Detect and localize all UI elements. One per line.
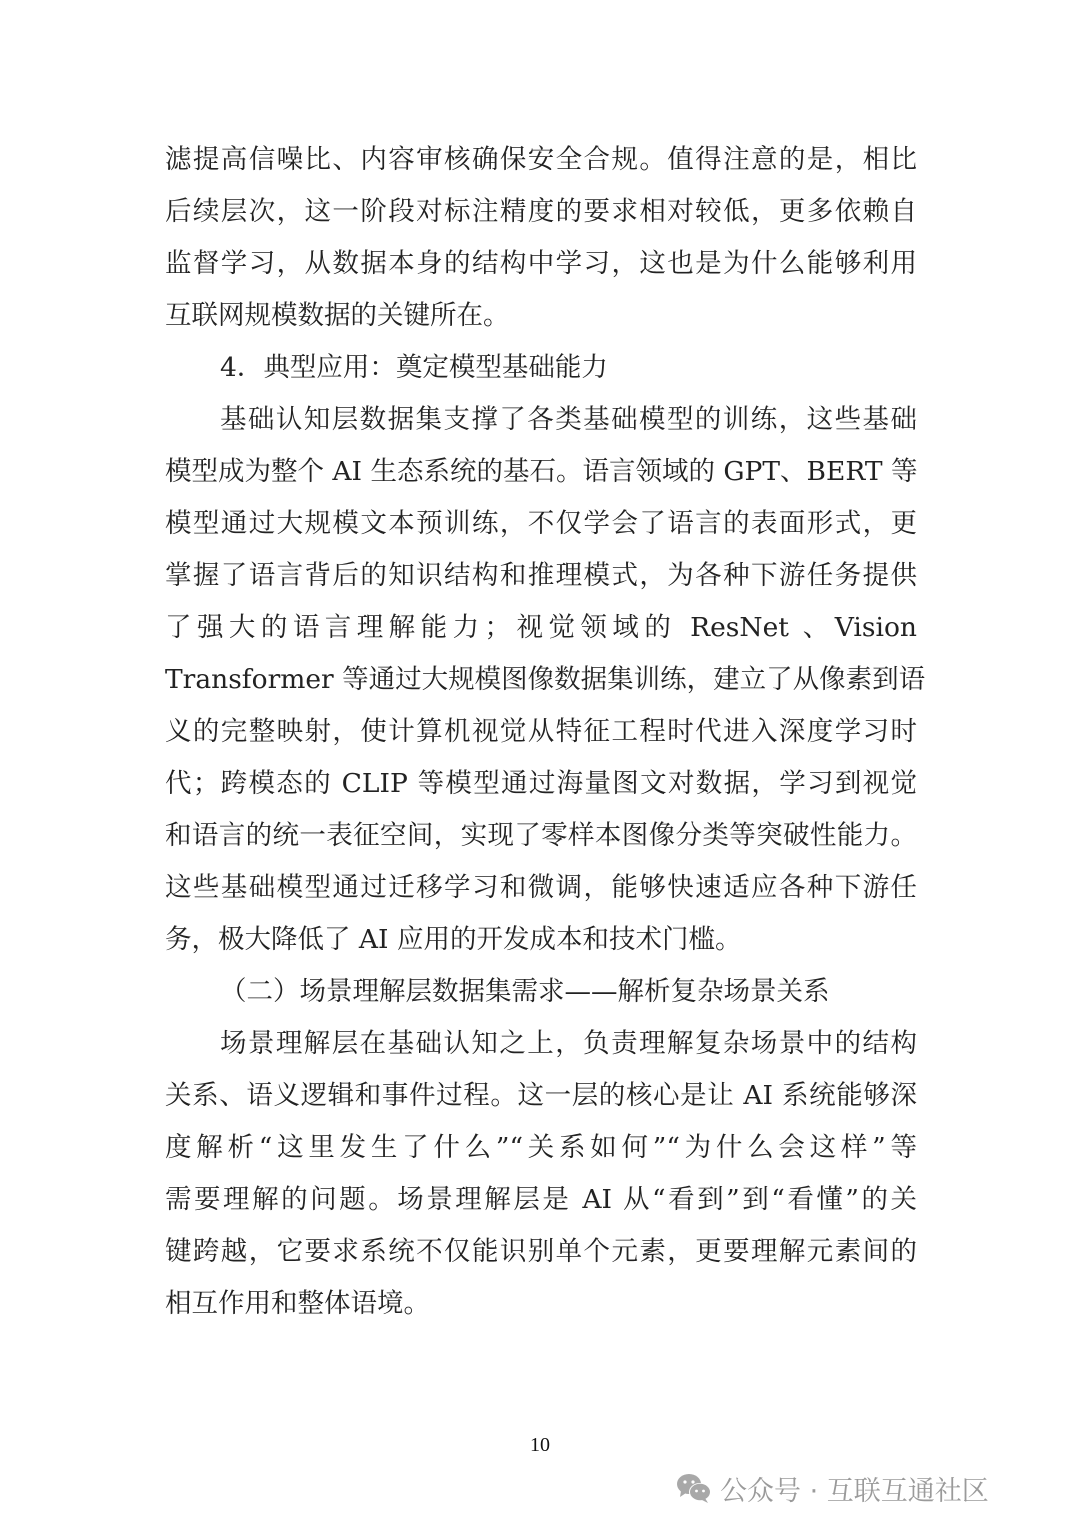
text-line: 掌握了语言背后的知识结构和推理模式，为各种下游任务提供 <box>165 560 917 591</box>
text-line: 互联网规模数据的关键所在。 <box>165 300 510 331</box>
text-line: 基础认知层数据集支撑了各类基础模型的训练，这些基础 <box>220 404 917 435</box>
text-line: 这些基础模型通过迁移学习和微调，能够快速适应各种下游任 <box>165 872 917 903</box>
text-line: 场景理解层在基础认知之上，负责理解复杂场景中的结构 <box>220 1028 917 1059</box>
text-line: 监督学习，从数据本身的结构中学习，这也是为什么能够利用 <box>165 248 917 279</box>
section-heading-scene-understanding: （二）场景理解层数据集需求——解析复杂场景关系 <box>220 976 830 1007</box>
page-number: 10 <box>530 1434 550 1456</box>
text-line: Transformer 等通过大规模图像数据集训练，建立了从像素到语 <box>165 664 926 695</box>
text-line: 键跨越，它要求系统不仅能识别单个元素，更要理解元素间的 <box>165 1236 917 1267</box>
text-line: 滤提高信噪比、内容审核确保安全合规。值得注意的是，相比 <box>165 144 917 175</box>
text-line: 关系、语义逻辑和事件过程。这一层的核心是让 AI 系统能够深 <box>165 1080 917 1111</box>
text-line: 模型通过大规模文本预训练，不仅学会了语言的表面形式，更 <box>165 508 917 539</box>
subheading-typical-applications: 4．典型应用：奠定模型基础能力 <box>220 352 608 383</box>
text-line: 务，极大降低了 AI 应用的开发成本和技术门槛。 <box>165 924 742 955</box>
watermark-text: 公众号 · 互联互通社区 <box>720 1475 989 1507</box>
text-line: 了强大的语言理解能力；视觉领域的 ResNet 、Vision <box>165 612 917 643</box>
text-line: 义的完整映射，使计算机视觉从特征工程时代进入深度学习时 <box>165 716 917 747</box>
text-line: 模型成为整个 AI 生态系统的基石。语言领域的 GPT、BERT 等 <box>165 456 918 487</box>
text-line: 需要理解的问题。场景理解层是 AI 从“看到”到“看懂”的关 <box>165 1184 917 1215</box>
text-line: 度解析“这里发生了什么”“关系如何”“为什么会这样”等 <box>165 1132 917 1163</box>
text-line: 和语言的统一表征空间，实现了零样本图像分类等突破性能力。 <box>165 820 917 851</box>
wechat-icon <box>676 1472 712 1504</box>
text-line: 相互作用和整体语境。 <box>165 1288 430 1319</box>
watermark <box>676 1468 989 1508</box>
text-line: 后续层次，这一阶段对标注精度的要求相对较低，更多依赖自 <box>165 196 917 227</box>
text-line: 代；跨模态的 CLIP 等模型通过海量图文对数据，学习到视觉 <box>165 768 917 799</box>
